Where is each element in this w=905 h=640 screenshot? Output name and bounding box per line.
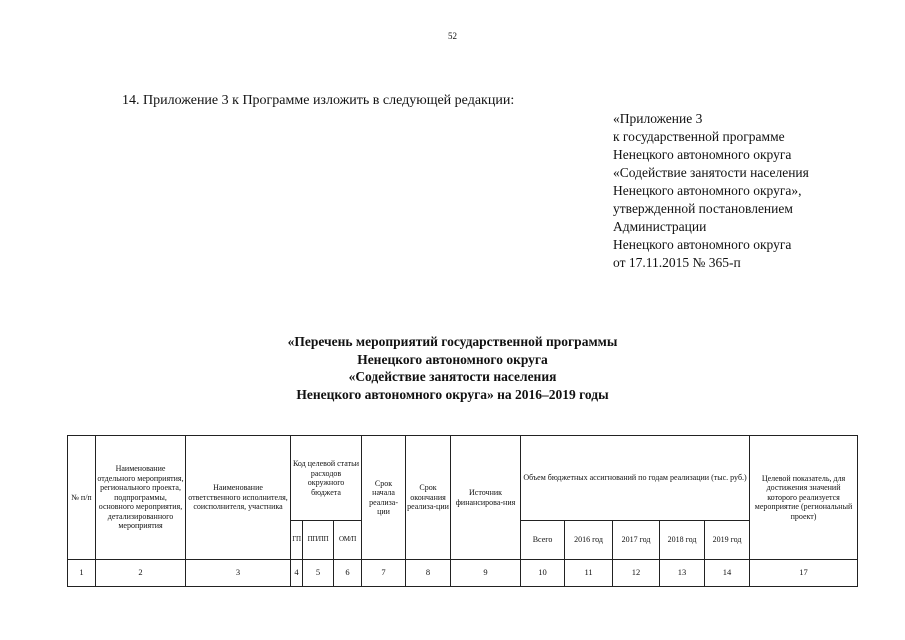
title-line: Ненецкого автономного округа» на 2016–2019 годы <box>296 386 609 402</box>
column-number-row <box>68 560 858 587</box>
appendix-note <box>613 110 809 272</box>
header-start-date: Срок начала реализа-ции <box>362 436 406 560</box>
appendix-note-line: Администрации <box>613 219 707 234</box>
column-number: 12 <box>613 560 660 587</box>
title-line: «Перечень мероприятий государственной программы <box>287 334 618 349</box>
header-executor: Наименование ответственного исполнителя, соисполнителя, участника <box>186 436 291 560</box>
column-number: 3 <box>186 560 291 587</box>
measures-table <box>67 435 858 587</box>
page-number: 52 <box>448 31 457 41</box>
column-number: 14 <box>705 560 750 587</box>
appendix-note-line: Ненецкого автономного округа <box>613 147 792 162</box>
column-number: 8 <box>406 560 451 587</box>
subheader-year-2017: 2017 год <box>613 521 660 560</box>
subheader-total: Всего <box>521 521 565 560</box>
appendix-note-line: Ненецкого автономного округа», <box>613 183 802 198</box>
appendix-note-line: утвержденной постановлением <box>613 201 793 216</box>
header-num: № п/п <box>68 436 96 560</box>
column-number: 7 <box>362 560 406 587</box>
header-target-indicator: Целевой показатель, для достижения значений которого реализуется мероприятие (региональный проект) <box>750 436 858 560</box>
column-number: 1 <box>68 560 96 587</box>
header-budget-volume: Объем бюджетных ассигнований по годам реализации (тыс. руб.) <box>521 436 750 521</box>
column-number: 9 <box>451 560 521 587</box>
appendix-note-line: «Приложение 3 <box>613 111 703 126</box>
column-number: 11 <box>565 560 613 587</box>
subheader-year-2018: 2018 год <box>660 521 705 560</box>
subheader-om: ОМ/П <box>334 521 362 560</box>
document-title <box>0 333 905 403</box>
amendment-instruction: 14. Приложение 3 к Программе изложить в следующей редакции: <box>122 93 515 108</box>
appendix-note-line: Ненецкого автономного округа <box>613 237 792 252</box>
header-funding-source: Источник финансирова-ния <box>451 436 521 560</box>
column-number: 13 <box>660 560 705 587</box>
column-number: 17 <box>750 560 858 587</box>
subheader-year-2016: 2016 год <box>565 521 613 560</box>
appendix-note-line: к государственной программе <box>613 129 785 144</box>
header-end-date: Срок окончания реализа-ции <box>406 436 451 560</box>
title-line: Ненецкого автономного округа <box>357 351 548 367</box>
appendix-note-line: от 17.11.2015 № 365-п <box>613 255 741 270</box>
header-measure-name: Наименование отдельного мероприятия, регионального проекта, подпрограммы, основного мероприятия, детализированного мероприятия <box>96 436 186 560</box>
subheader-year-2019: 2019 год <box>705 521 750 560</box>
appendix-note-line: «Содействие занятости населения <box>613 165 809 180</box>
title-line: «Содействие занятости населения <box>348 369 557 384</box>
column-number: 6 <box>334 560 362 587</box>
column-number: 4 <box>291 560 303 587</box>
subheader-gp: ГП <box>291 521 303 560</box>
subheader-pp: ПП/ПП <box>303 521 334 560</box>
header-budget-code: Код целевой статьи расходов окружного бюджета <box>291 436 362 521</box>
column-number: 10 <box>521 560 565 587</box>
column-number: 2 <box>96 560 186 587</box>
column-number: 5 <box>303 560 334 587</box>
